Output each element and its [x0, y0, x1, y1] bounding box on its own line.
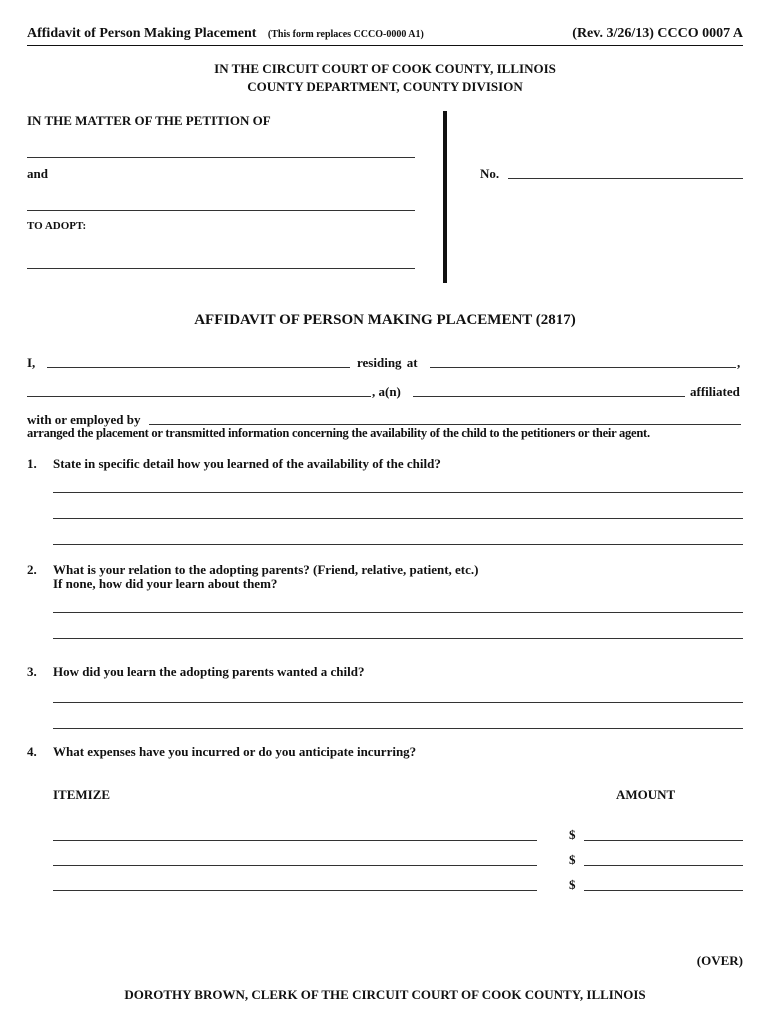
dollar-sign-1: $ [569, 827, 576, 842]
an-label: , a(n) [372, 384, 401, 399]
question-2-text: What is your relation to the adopting parents? (Friend, relative, patient, etc.) [53, 562, 479, 577]
question-3-number: 3. [27, 664, 37, 679]
petitioner-1-field[interactable] [27, 157, 415, 158]
dollar-sign-2: $ [569, 852, 576, 867]
petitioner-2-field[interactable] [27, 210, 415, 211]
arranged-statement: arranged the placement or transmitted information concerning the availability of the child to the petitioners or their agent. [27, 426, 650, 440]
question-2-number: 2. [27, 562, 37, 577]
occupation-field[interactable] [413, 396, 685, 397]
court-line-2: COUNTY DEPARTMENT, COUNTY DIVISION [247, 79, 523, 94]
caption-divider [443, 111, 447, 283]
residence-comma: , [737, 355, 741, 370]
dollar-sign-3: $ [569, 877, 576, 892]
question-2-text-line-2: If none, how did your learn about them? [53, 576, 278, 591]
clerk-footer: DOROTHY BROWN, CLERK OF THE CIRCUIT COURT OF COOK COUNTY, ILLINOIS [124, 987, 646, 1002]
affiant-name-field[interactable] [47, 367, 350, 368]
question-3-text: How did you learn the adopting parents wanted a child? [53, 664, 365, 679]
and-label: and [27, 166, 48, 181]
expense-item-2-field[interactable] [53, 865, 537, 866]
affiliated-label: affiliated [690, 384, 740, 399]
answer-2-line-2[interactable] [53, 638, 743, 639]
question-1-number: 1. [27, 456, 37, 471]
over-note: (OVER) [696, 953, 743, 968]
answer-1-line-2[interactable] [53, 518, 743, 519]
answer-3-line-1[interactable] [53, 702, 743, 703]
employed-label: with or employed by [27, 412, 141, 427]
expense-item-1-field[interactable] [53, 840, 537, 841]
form-title [27, 26, 424, 42]
residing-label: residing at [357, 355, 418, 370]
expense-amount-1-field[interactable] [584, 840, 743, 841]
expense-amount-3-field[interactable] [584, 890, 743, 891]
case-number-field[interactable] [508, 178, 743, 179]
revision-code: (Rev. 3/26/13) CCCO 0007 A [572, 26, 743, 41]
question-4-number: 4. [27, 744, 37, 759]
question-4-text: What expenses have you incurred or do you anticipate incurring? [53, 744, 417, 759]
matter-label: IN THE MATTER OF THE PETITION OF [27, 113, 271, 128]
expense-item-3-field[interactable] [53, 890, 537, 891]
residence-field[interactable] [430, 367, 736, 368]
i-label: I, [27, 355, 36, 370]
case-number-label: No. [480, 166, 500, 181]
header-rule [27, 45, 743, 46]
expense-amount-2-field[interactable] [584, 865, 743, 866]
to-adopt-label: TO ADOPT: [27, 220, 87, 232]
affidavit-title: AFFIDAVIT OF PERSON MAKING PLACEMENT (2817) [194, 312, 576, 328]
form-title-text: Affidavit of Person Making Placement [27, 26, 257, 41]
replaces-note: (This form replaces CCCO-0000 A1) [267, 29, 424, 40]
answer-3-line-2[interactable] [53, 728, 743, 729]
itemize-label: ITEMIZE [53, 787, 111, 802]
question-1-text: State in specific detail how you learned of the availability of the child? [53, 456, 441, 471]
employer-field[interactable] [149, 424, 741, 425]
answer-1-line-3[interactable] [53, 544, 743, 545]
court-line-1: IN THE CIRCUIT COURT OF COOK COUNTY, ILLINOIS [214, 61, 556, 76]
amount-label: AMOUNT [616, 787, 676, 802]
address-field[interactable] [27, 396, 371, 397]
child-name-field[interactable] [27, 268, 415, 269]
answer-2-line-1[interactable] [53, 612, 743, 613]
answer-1-line-1[interactable] [53, 492, 743, 493]
